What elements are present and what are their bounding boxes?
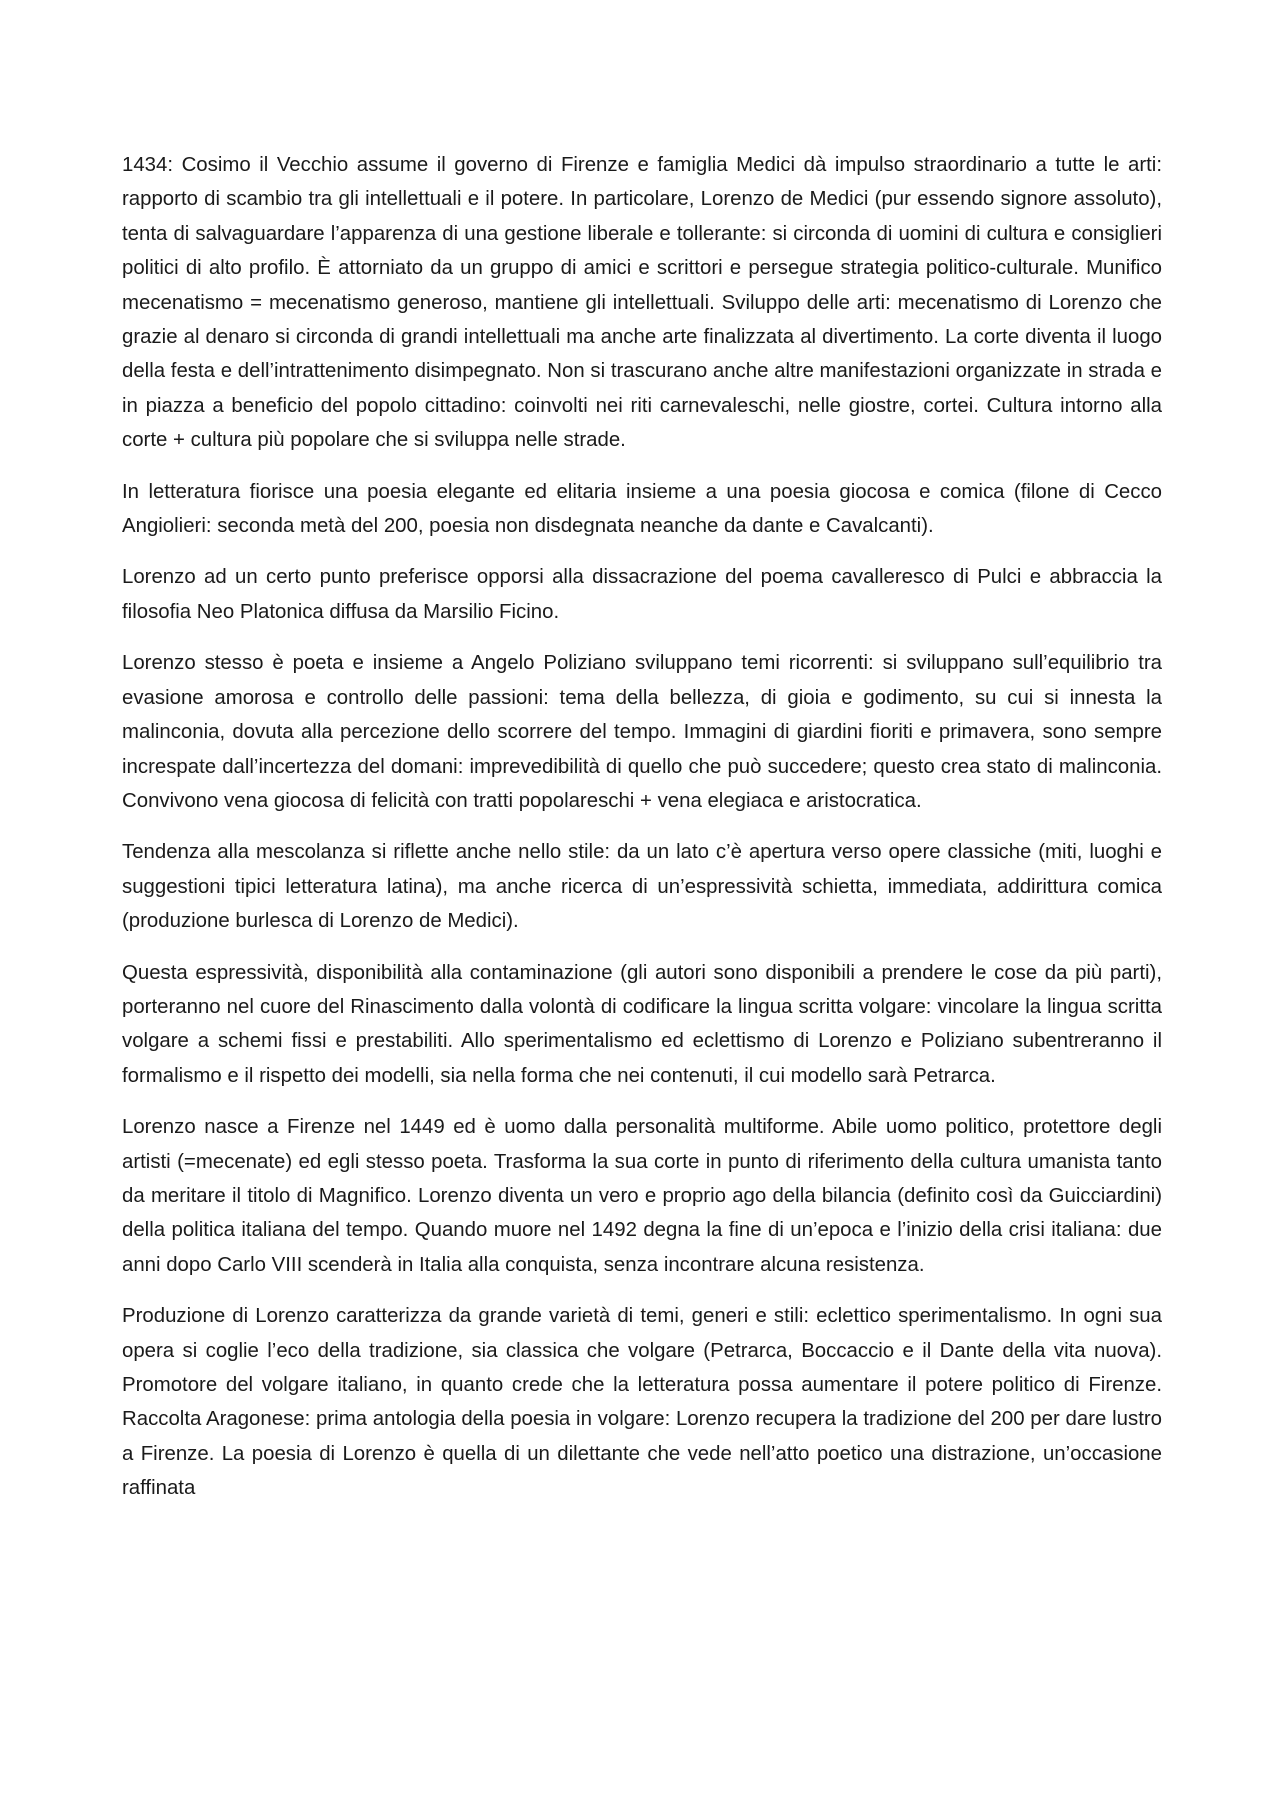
paragraph-cosimo-medici: 1434: Cosimo il Vecchio assume il governo di Firenze e famiglia Medici dà impulso straordinario a tutte le arti: rapporto di scambio tra gli intellettuali e il potere. In particolare, Lorenzo de Medici (pur essendo signore assoluto), tenta di salvaguardare l’apparenza di una gestione liberale e tollerante: si circonda di uomini di cultura e consiglieri politici di alto profilo. È attorniato da un gruppo di amici e scrittori e persegue strategia politico-culturale. Munifico mecenatismo = mecenatismo generoso, mantiene gli intellettuali. Sviluppo delle arti: mecenatismo di Lorenzo che grazie al denaro si circonda di grandi intellettuali ma anche arte finalizzata al divertimento. La corte diventa il luogo della festa e dell’intrattenimento disimpegnato. Non si trascurano anche altre manifestazioni organizzate in strada e in piazza a beneficio del popolo cittadino: coinvolti nei riti carnevaleschi, nelle giostre, cortei. Cultura intorno alla corte + cultura più popolare che si sviluppa nelle strade. — [122, 154, 1162, 452]
paragraph-biografia-lorenzo: Lorenzo nasce a Firenze nel 1449 ed è uomo dalla personalità multiforme. Abile uomo politico, protettore degli artisti (=mecenate) ed egli stesso poeta. Trasforma la sua corte in punto di riferimento della cultura umanista tanto da meritare il titolo di Magnifico. Lorenzo diventa un vero e proprio ago della bilancia (definito così da Guicciardini) della politica italiana del tempo. Quando muore nel 1492 degna la fine di un’epoca e l’inizio della crisi italiana: due anni dopo Carlo VIII scenderà in Italia alla conquista, senza incontrare alcuna resistenza. — [122, 1116, 1162, 1276]
paragraph-mescolanza-stile: Tendenza alla mescolanza si riflette anche nello stile: da un lato c’è apertura verso opere classiche (miti, luoghi e suggestioni tipici letteratura latina), ma anche ricerca di un’espressività schietta, immediata, addirittura comica (produzione burlesca di Lorenzo de Medici). — [122, 841, 1162, 933]
paragraph-produzione-lorenzo: Produzione di Lorenzo caratterizza da grande varietà di temi, generi e stili: eclettico sperimentalismo. In ogni sua opera si coglie l’eco della tradizione, sia classica che volgare (Petrarca, Boccaccio e il Dante della vita nuova). Promotore del volgare italiano, in quanto crede che la letteratura possa aumentare il potere politico di Firenze. Raccolta Aragonese: prima antologia della poesia in volgare: Lorenzo recupera la tradizione del 200 per dare lustro a Firenze. La poesia di Lorenzo è quella di un dilettante che vede nell’atto poetico una distrazione, un’occasione raffinata — [122, 1305, 1162, 1500]
paragraph-letteratura: In letteratura fiorisce una poesia elegante ed elitaria insieme a una poesia giocosa e comica (filone di Cecco Angiolieri: seconda metà del 200, poesia non disdegnata neanche da dante e Cavalcanti). — [122, 480, 1162, 538]
paragraph-contaminazione: Questa espressività, disponibilità alla contaminazione (gli autori sono disponibili a prendere le cose da più parti), porteranno nel cuore del Rinascimento dalla volontà di codificare la lingua scritta volgare: vincolare la lingua scritta volgare a schemi fissi e prestabiliti. Allo sperimentalismo ed eclettismo di Lorenzo e Poliziano subentreranno il formalismo e il rispetto dei modelli, sia nella forma che nei contenuti, il cui modello sarà Petrarca. — [122, 961, 1162, 1087]
paragraph-temi-ricorrenti: Lorenzo stesso è poeta e insieme a Angelo Poliziano sviluppano temi ricorrenti: si sviluppano sull’equilibrio tra evasione amorosa e controllo delle passioni: tema della bellezza, di gioia e godimento, su cui si innesta la malinconia, dovuta alla percezione dello scorrere del tempo. Immagini di giardini fioriti e primavera, sono sempre increspate dall’incertezza del domani: imprevedibilità di quello che può succedere; questo crea stato di malinconia. Convivono vena giocosa di felicità con tratti popolareschi + vena elegiaca e aristocratica. — [122, 652, 1162, 812]
paragraph-pulci-ficino: Lorenzo ad un certo punto preferisce opporsi alla dissacrazione del poema cavalleresco di Pulci e abbraccia la filosofia Neo Platonica diffusa da Marsilio Ficino. — [122, 566, 1162, 623]
document-page — [122, 148, 1162, 1523]
